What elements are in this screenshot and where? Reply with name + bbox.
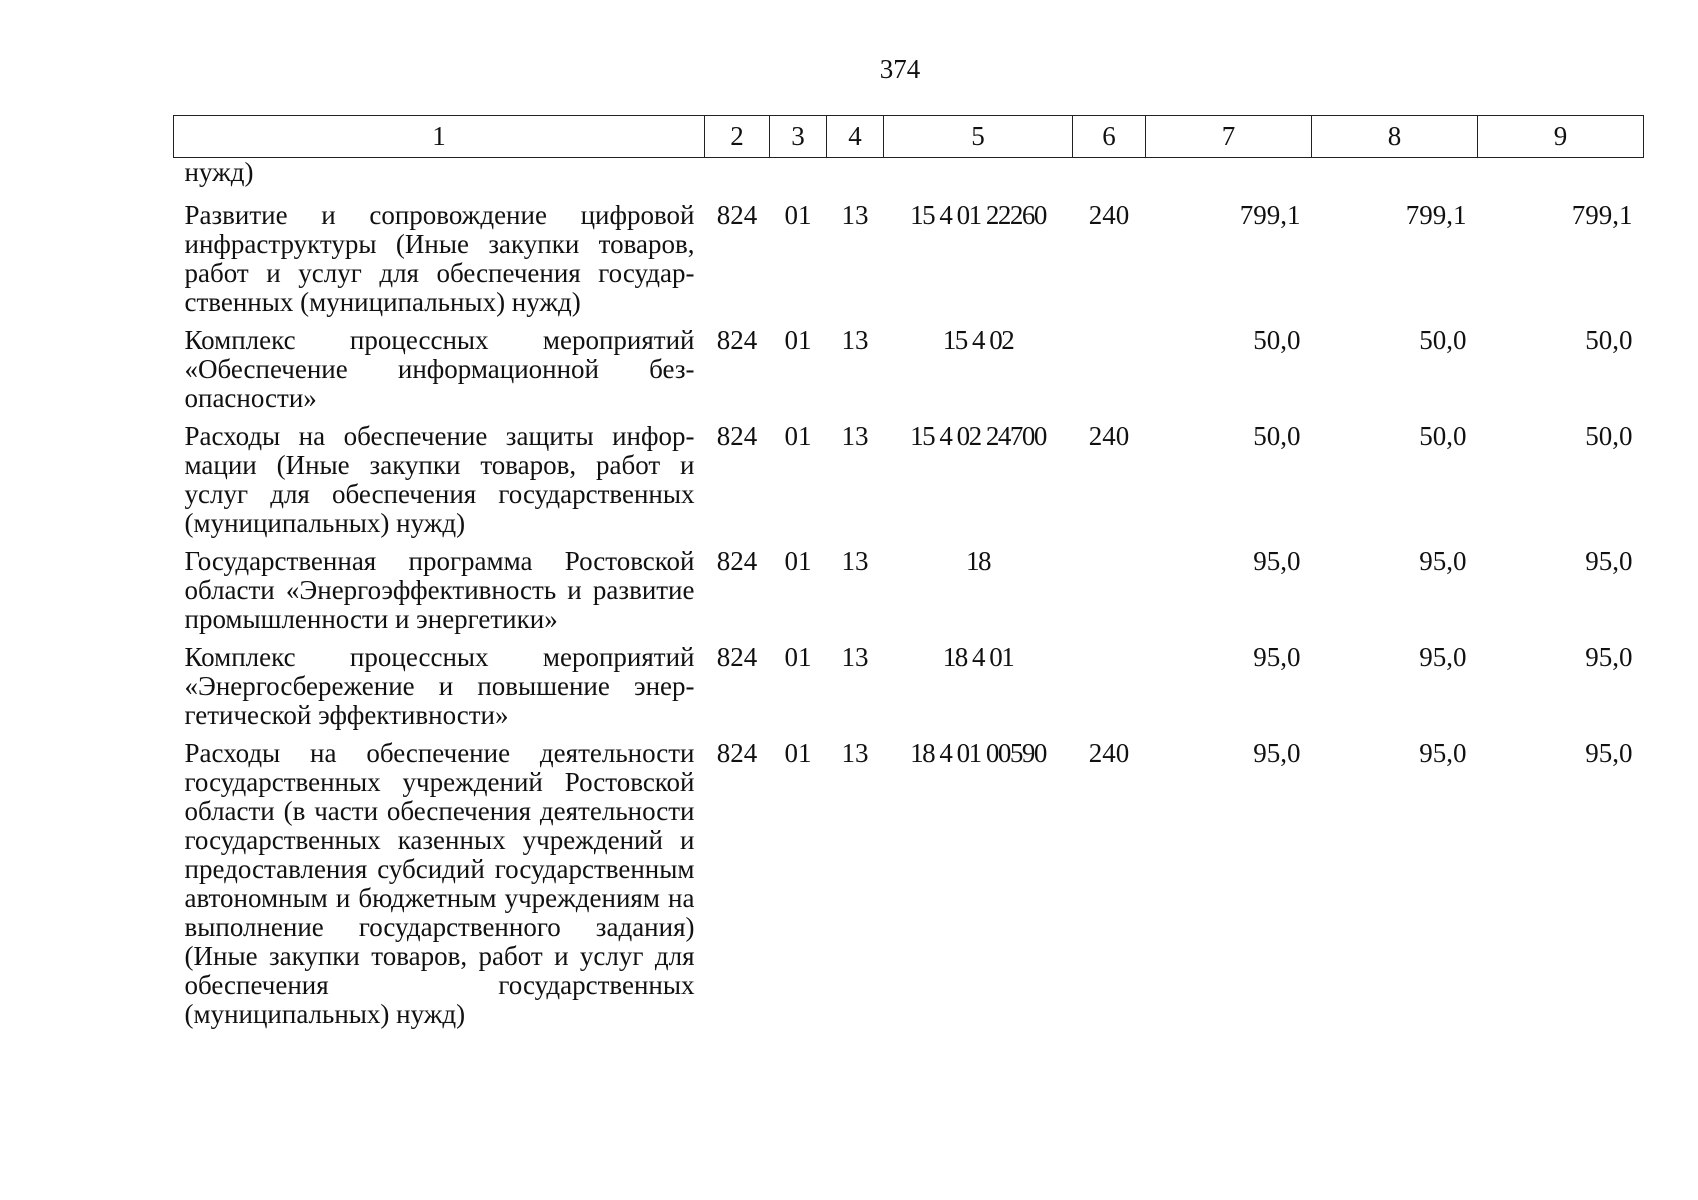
cell-amount-3: 799,1 [1571,200,1633,230]
budget-table [173,115,1644,1038]
cell-section: 01 [784,325,812,355]
cell-subsection: 13 [841,738,869,768]
column-header: 2 [705,116,770,158]
cell-target-article: 15 4 02 24700 [910,421,1046,451]
cell-expense-type [1073,547,1146,643]
table-row [174,739,1644,1038]
cell-subsection: 13 [841,546,869,576]
cell-expense-type: 240 [1088,738,1130,768]
cell-ministry-code: 824 [716,738,758,768]
column-header: 7 [1146,116,1312,158]
cell-target-article: 18 4 01 00590 [910,738,1046,768]
cell-section: 01 [784,738,812,768]
header-row [174,116,1644,158]
cell-amount-3: 95,0 [1585,642,1633,672]
column-header: 9 [1478,116,1644,158]
cell-amount-3: 95,0 [1585,546,1633,576]
cell-amount-2: 95,0 [1419,738,1467,768]
column-header: 1 [174,116,705,158]
row-description: Комплекс процессных мероприятий «Энергосбережение и повышение энергетической эффективности» [184,642,695,730]
cell-section: 01 [784,642,812,672]
cell-subsection: 13 [841,421,869,451]
cell-amount-2: 50,0 [1419,325,1467,355]
cell-amount-2: 95,0 [1419,546,1467,576]
cell-amount-2: 95,0 [1419,642,1467,672]
cell-expense-type: 240 [1088,200,1130,230]
column-header: 6 [1073,116,1146,158]
table-row [174,643,1644,739]
cell-target-article: 18 4 01 [942,642,1014,672]
cell-section: 01 [784,546,812,576]
cell-ministry-code: 824 [716,421,758,451]
cell-amount-3: 50,0 [1585,325,1633,355]
cell-amount-1: 799,1 [1239,200,1301,230]
cell-ministry-code: 824 [716,546,758,576]
row-description: Расходы на обеспечение защиты информации (Иные закупки товаров, работ и услуг для обеспечения государственных (муниципальных) нужд) [184,421,695,538]
cell-ministry-code: 824 [716,325,758,355]
row-description: Расходы на обеспечение деятельности государственных учреждений Ростовской области (в части обеспечения деятельности государственных казенных учреждений и предоставления субсидий государственным автономным и бюджетным учреждениям на выполнение государственного задания) (Иные закупки товаров, работ и услуг для обеспечения государственных (муниципальных) нужд) [184,738,695,1029]
cell-subsection: 13 [841,200,869,230]
cell-section: 01 [784,421,812,451]
cell-amount-2: 799,1 [1405,200,1467,230]
column-header: 3 [770,116,827,158]
cell-target-article: 18 [966,546,990,576]
cell-amount-2: 50,0 [1419,421,1467,451]
cell-expense-type [1073,643,1146,739]
cell-amount-1: 50,0 [1253,325,1301,355]
column-header: 5 [884,116,1073,158]
cell-ministry-code: 824 [716,200,758,230]
cell-amount-3: 95,0 [1585,738,1633,768]
cell-target-article: 15 4 02 [942,325,1014,355]
cell-amount-3: 50,0 [1585,421,1633,451]
cell-section: 01 [784,200,812,230]
cell-subsection: 13 [841,325,869,355]
cell-amount-1: 95,0 [1253,642,1301,672]
cell-ministry-code: 824 [716,642,758,672]
cell-amount-1: 95,0 [1253,546,1301,576]
cell-expense-type: 240 [1088,421,1130,451]
cell-amount-1: 50,0 [1253,421,1301,451]
continuation-text: нужд) [184,157,254,187]
cell-amount-1: 95,0 [1253,738,1301,768]
row-description: Государственная программа Ростовской области «Энергоэффективность и развитие промышленности и энергетики» [184,546,695,634]
table-row [174,422,1644,547]
cell-expense-type [1073,326,1146,422]
continuation-row [174,158,1644,202]
cell-target-article: 15 4 01 22260 [910,200,1046,230]
cell-subsection: 13 [841,642,869,672]
table-row [174,326,1644,422]
table-row [174,547,1644,643]
column-header: 4 [827,116,884,158]
row-description: Комплекс процессных мероприятий «Обеспечение информационной безопасности» [184,325,695,413]
table-row [174,201,1644,326]
page-number: 374 [879,54,921,84]
column-header: 8 [1312,116,1478,158]
row-description: Развитие и сопровождение цифровой инфраструктуры (Иные закупки товаров, работ и услуг для обеспечения государственных (муниципальных) нужд) [184,200,695,317]
